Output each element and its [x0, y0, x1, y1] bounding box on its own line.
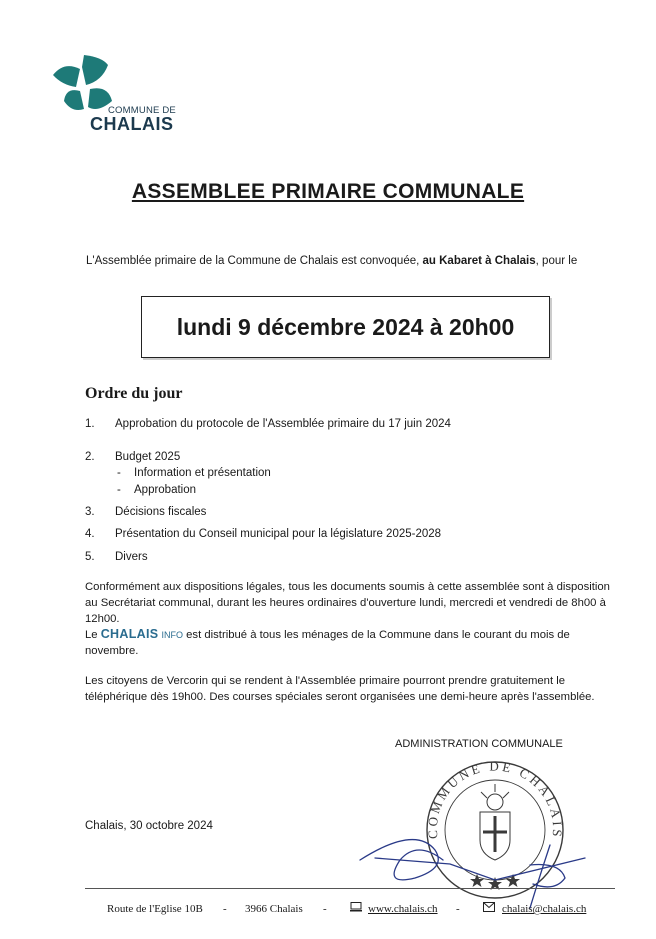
footer-separator: - [456, 903, 460, 915]
website-link[interactable]: www.chalais.ch [368, 903, 438, 915]
envelope-icon [483, 902, 495, 912]
chalais-info-paragraph [85, 626, 615, 659]
page-title: ASSEMBLEE PRIMAIRE COMMUNALE [131, 180, 525, 203]
agenda-item-number: 1. [85, 418, 95, 430]
intro-text [86, 255, 577, 267]
subitem-text: Approbation [134, 484, 197, 496]
logo-clover-icon [53, 55, 112, 110]
agenda-item-text: Approbation du protocole de l'Assemblée primaire du 17 juin 2024 [115, 418, 451, 430]
documents-paragraph: Conformément aux dispositions légales, tous les documents soumis à cette assemblée sont à disposition au Secrétariat communal, durant les heures ordinaires d'ouverture lundi, mercredi et vendredi de 8h00 à 12h00. [85, 581, 610, 625]
journal-prefix: Le [85, 629, 101, 641]
handwritten-signature [355, 820, 595, 915]
agenda-item-text: Décisions fiscales [115, 506, 207, 518]
intro-venue: au Kabaret à Chalais [422, 255, 536, 267]
agenda-item-number: 3. [85, 506, 95, 518]
footer-separator: - [323, 903, 327, 915]
subitem-dash: - [117, 484, 121, 496]
email-link[interactable]: chalais@chalais.ch [502, 903, 587, 915]
journal-text: est distribué à tous les ménages de la Commune dans le courant du mois de novembre. [85, 629, 570, 657]
intro-before: L'Assemblée primaire de la Commune de Chalais est convoquée, [86, 255, 423, 267]
footer-address: Route de l'Eglise 10B [107, 903, 203, 915]
agenda-subitem [117, 467, 271, 479]
agenda-item-text: Présentation du Conseil municipal pour la législature 2025-2028 [115, 528, 442, 540]
agenda-item-number: 5. [85, 551, 95, 563]
intro-after: , pour le [535, 255, 578, 267]
subitem-dash: - [117, 467, 121, 479]
meeting-date-box [141, 296, 550, 358]
agenda-item-text: Divers [115, 551, 148, 563]
chalais-info-suffix: INFO [161, 630, 184, 640]
footer-divider [85, 888, 615, 889]
agenda-subitem [117, 484, 196, 496]
meeting-date: lundi 9 décembre 2024 à 20h00 [176, 313, 515, 340]
place-date: Chalais, 30 octobre 2024 [85, 820, 213, 832]
agenda-item-number: 2. [85, 451, 95, 463]
vercorin-paragraph: Les citoyens de Vercorin qui se rendent à l'Assemblée primaire pourront prendre gratuitement le téléphérique dès 19h00. Des courses spéciales seront organisées une demi-heure après l'assemblée. [85, 675, 595, 703]
stamp-text-path: COMMUNE DE CHALAIS [424, 758, 566, 841]
agenda-item-text: Budget 2025 [115, 451, 181, 463]
agenda-title: Ordre du jour [85, 385, 183, 402]
chalais-info-name: CHALAIS [100, 627, 159, 641]
logo-name: CHALAIS [90, 114, 174, 134]
computer-icon [350, 902, 362, 912]
footer-separator: - [223, 903, 227, 915]
logo-commune-label: COMMUNE DE [108, 105, 176, 116]
administration-label: ADMINISTRATION COMMUNALE [395, 738, 563, 750]
subitem-text: Information et présentation [134, 467, 271, 479]
footer-city: 3966 Chalais [245, 903, 303, 915]
agenda-item-number: 4. [85, 528, 95, 540]
